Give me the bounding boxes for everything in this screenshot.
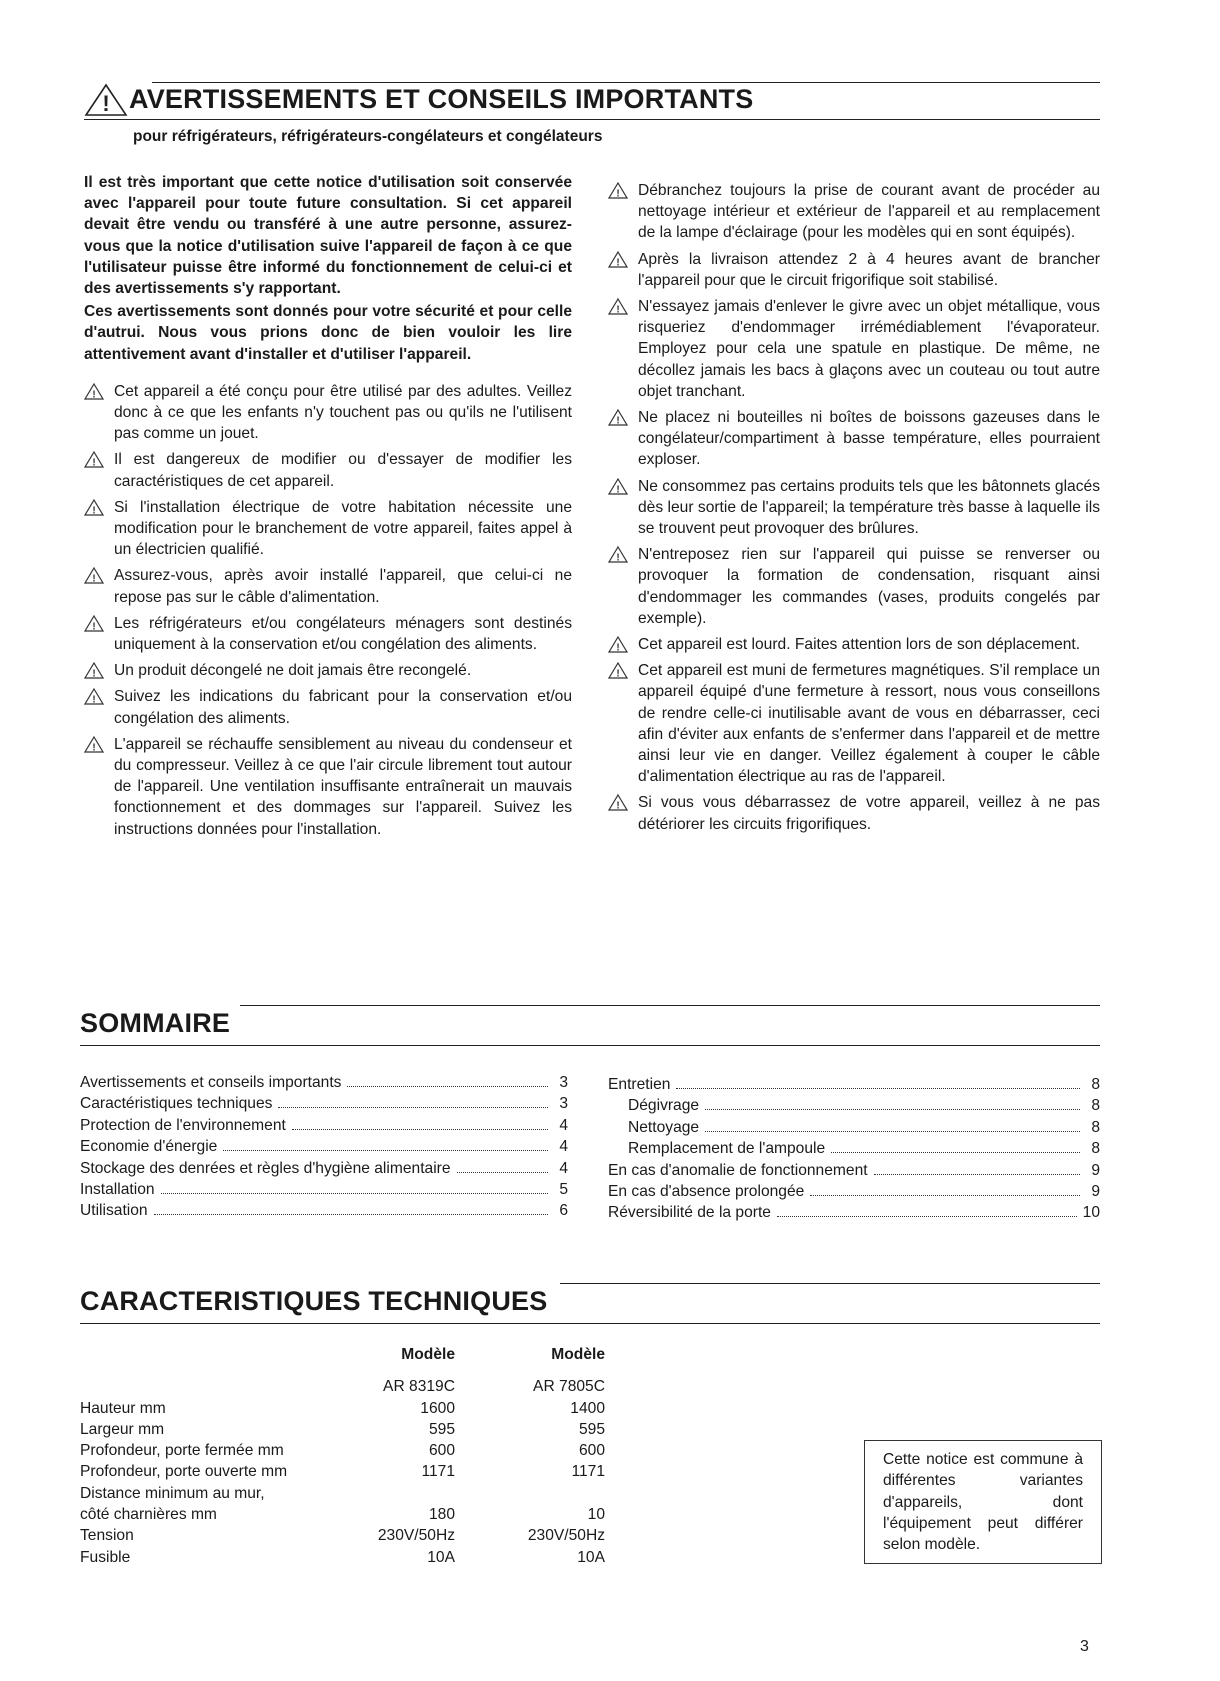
toc-entry [608, 1074, 1100, 1095]
toc-leader-dots [874, 1174, 1080, 1175]
toc-entry [80, 1093, 568, 1114]
toc-leader-dots [154, 1214, 548, 1215]
warning-text: Les réfrigérateurs et/ou congélateurs ménagers sont destinés uniquement à la conservation et/ou congélation des aliments. [114, 614, 572, 654]
toc-entry-label: Protection de l'environnement [80, 1116, 286, 1134]
specs-cell: 595 [578, 1420, 605, 1438]
toc-entry-label: Caractéristiques techniques [80, 1095, 273, 1113]
specs-row [80, 1504, 605, 1525]
specs-cell: Tension [80, 1527, 134, 1545]
specs-cell: 1600 [420, 1399, 455, 1417]
toc-leader-dots [831, 1152, 1080, 1153]
specs-cell: Modèle [551, 1346, 605, 1363]
sommaire-top-rule [240, 1005, 1100, 1006]
specs-cell: côté charnières mm [80, 1506, 217, 1524]
specs-cell: 10A [427, 1548, 455, 1566]
warning-triangle-icon [84, 383, 104, 400]
toc-entry-page: 3 [559, 1074, 568, 1091]
warning-item [608, 634, 1100, 655]
warning-triangle-icon [84, 662, 104, 679]
toc-entry-label: Stockage des denrées et règles d'hygiène alimentaire [80, 1159, 451, 1177]
page-number: 3 [1080, 1638, 1089, 1655]
warning-text: Débranchez toujours la prise de courant avant de procéder au nettoyage intérieur et extérieur de l'appareil et au remplacement de la lampe d'éclairage (pour les modèles qui en sont équipés). [638, 182, 1100, 242]
warning-triangle-icon [84, 736, 104, 753]
svg-text:!: ! [92, 389, 96, 400]
specs-cell: 180 [428, 1506, 455, 1524]
svg-text:!: ! [102, 91, 110, 116]
toc-entry [80, 1179, 568, 1200]
toc-entry-page: 8 [1091, 1076, 1100, 1093]
specs-row [80, 1398, 605, 1419]
specs-row [80, 1419, 605, 1440]
warning-triangle-icon [84, 615, 104, 632]
warning-text: Ne placez ni bouteilles ni boîtes de boissons gazeuses dans le congélateur/compartiment à basse température, elles pourraient exploser. [638, 409, 1100, 469]
svg-text:!: ! [616, 552, 620, 564]
warning-item [608, 296, 1100, 402]
svg-text:!: ! [616, 642, 620, 654]
toc-entry-label: Avertissements et conseils importants [80, 1074, 342, 1091]
specs-cell: 10 [587, 1506, 605, 1524]
warning-triangle-icon [608, 182, 628, 199]
specs-cell: 230V/50Hz [527, 1527, 605, 1545]
warning-triangle-icon [84, 688, 104, 705]
toc-leader-dots [347, 1086, 548, 1087]
warning-triangle-icon [84, 567, 104, 584]
left-column [84, 172, 572, 845]
warning-triangle-icon [84, 451, 104, 468]
svg-text:!: ! [616, 188, 620, 199]
toc-entry-label: Economie d'énergie [80, 1138, 218, 1156]
specs-cell: Modèle [401, 1346, 455, 1363]
sommaire-title: SOMMAIRE [80, 1008, 231, 1038]
warning-text: Si l'installation électrique de votre habitation nécessite une modification pour le branchement de votre appareil, faites appel à un électricien qualifié. [114, 498, 572, 559]
toc-leader-dots [810, 1195, 1080, 1196]
svg-text:!: ! [92, 457, 96, 469]
toc-entry-label: Installation [80, 1181, 155, 1199]
specs-top-rule [560, 1283, 1100, 1284]
intro-paragraph-1: Il est très important que cette notice d'utilisation soit conservée avec l'appareil pour toute future consultation. Si cet appareil devait être vendu ou transféré à une autre personne, assurez-vous que la notice d'utilisation suive l'appareil de façon à ce que l'utilisateur puisse être informé du fonctionnement de celui-ci et des avertissements s'y rapportant. [84, 174, 572, 298]
note-box [864, 1440, 1102, 1564]
sommaire-list-right [608, 1074, 1100, 1224]
toc-leader-dots [705, 1109, 1080, 1110]
toc-leader-dots [705, 1131, 1080, 1132]
warning-item [608, 476, 1100, 540]
toc-entry [608, 1117, 1100, 1138]
right-column [608, 180, 1100, 840]
svg-text:!: ! [92, 668, 96, 680]
specs-bottom-rule [80, 1323, 1100, 1324]
warning-triangle-icon [608, 251, 628, 268]
note-text: Cette notice est commune à différentes variantes d'appareils, dont l'équipement peut différer selon modèle. [883, 1451, 1083, 1554]
toc-entry-label: Réversibilité de la porte [608, 1204, 771, 1222]
specs-cell [80, 1376, 335, 1397]
toc-entry-page: 10 [1082, 1204, 1100, 1222]
warning-text: L'appareil se réchauffe sensiblement au niveau du condenseur et du compresseur. Veillez à ce que l'air circule librement tout autour de l'appareil. Une ventilation insuffisante entraînerait un mauvais fonctionnement et des dommages sur l'appareil. Suivez les instructions données pour l'installation. [114, 735, 572, 838]
warning-text: Après la livraison attendez 2 à 4 heures avant de brancher l'appareil pour que le circuit frigorifique soit stabilisé. [638, 250, 1100, 289]
warning-text: Cet appareil est muni de fermetures magnétiques. S'il remplace un appareil équipé d'une fermeture à ressort, nous vous conseillons de rendre celle-ci inutilisable avant de vous en débarrasser, ceci afin d'éviter aux enfants de s'enfermer dans l'appareil et de mettre ainsi leur vie en danger. Veillez également à couper le câble d'alimentation électrique au ras de l'appareil. [638, 662, 1100, 786]
specs-title: CARACTERISTIQUES TECHNIQUES [80, 1286, 548, 1316]
toc-entry-page: 6 [559, 1202, 568, 1220]
specs-cell: AR 8319C [383, 1378, 455, 1396]
specs-cell: AR 7805C [533, 1378, 605, 1396]
warning-text: Cet appareil est lourd. Faites attention lors de son déplacement. [638, 636, 1081, 654]
toc-entry-label: Nettoyage [628, 1118, 700, 1136]
toc-leader-dots [777, 1216, 1077, 1217]
warning-item [84, 497, 572, 561]
toc-entry [608, 1181, 1100, 1202]
specs-row [80, 1376, 605, 1397]
warning-triangle-icon [608, 409, 628, 426]
specs-cell: 595 [428, 1420, 455, 1438]
warning-triangle-icon [84, 499, 104, 516]
warning-text: Assurez-vous, après avoir installé l'appareil, que celui-ci ne repose pas sur le câble d'alimentation. [114, 567, 572, 606]
toc-entry-page: 9 [1091, 1183, 1100, 1201]
svg-text:!: ! [92, 694, 96, 706]
warning-text: Suivez les indications du fabricant pour la conservation et/ou congélation des aliments. [114, 688, 572, 727]
svg-text:!: ! [92, 621, 96, 632]
specs-cell: Distance minimum au mur, [80, 1484, 265, 1502]
header-top-rule [152, 82, 1100, 83]
toc-leader-dots [292, 1129, 548, 1130]
toc-entry [80, 1158, 568, 1179]
warning-text: Ne consommez pas certains produits tels que les bâtonnets glacés dès leur sortie de l'appareil; la température très basse à laquelle ils se trouvent peut provoquer des brûlures. [638, 477, 1100, 538]
warning-item [84, 449, 572, 491]
svg-text:!: ! [616, 668, 620, 680]
toc-leader-dots [223, 1150, 548, 1151]
toc-entry-label: Utilisation [80, 1202, 148, 1220]
specs-cell [455, 1483, 605, 1504]
specs-cell: Profondeur, porte fermée mm [80, 1442, 284, 1460]
warning-item [84, 565, 572, 607]
warning-item [608, 660, 1100, 787]
toc-entry-page: 5 [559, 1181, 568, 1199]
specs-cell: 600 [578, 1442, 605, 1460]
warning-triangle-icon [84, 83, 128, 117]
specs-cell: 1171 [421, 1463, 455, 1481]
toc-leader-dots [161, 1193, 548, 1194]
toc-entry [80, 1115, 568, 1136]
specs-header-row [80, 1344, 605, 1365]
specs-cell: 1400 [570, 1399, 605, 1417]
toc-entry-label: Entretien [608, 1076, 671, 1093]
toc-entry-page: 9 [1091, 1161, 1100, 1179]
toc-entry-label: Dégivrage [628, 1097, 700, 1115]
warning-text: Si vous vous débarrassez de votre appareil, veillez à ne pas détériorer les circuits frigorifiques. [638, 794, 1100, 833]
specs-cell: 230V/50Hz [377, 1527, 455, 1545]
warning-item [608, 544, 1100, 629]
svg-text:!: ! [616, 484, 620, 495]
sommaire-bottom-rule [80, 1045, 1100, 1046]
warning-list-left [84, 381, 572, 840]
warning-triangle-icon [608, 636, 628, 653]
toc-entry-label: En cas d'absence prolongée [608, 1183, 805, 1201]
toc-entry-label: En cas d'anomalie de fonctionnement [608, 1161, 868, 1179]
toc-entry [80, 1136, 568, 1157]
warning-triangle-icon [608, 546, 628, 563]
svg-text:!: ! [616, 800, 620, 812]
specs-row [80, 1440, 605, 1461]
specs-cell: 1171 [571, 1463, 605, 1481]
header-bottom-rule [84, 119, 1100, 120]
warning-item [84, 613, 572, 655]
svg-text:!: ! [616, 304, 620, 316]
warning-triangle-icon [608, 662, 628, 679]
specs-table [80, 1344, 605, 1568]
svg-text:!: ! [92, 742, 96, 753]
warning-item [84, 686, 572, 728]
warning-item [84, 734, 572, 840]
toc-leader-dots [676, 1088, 1080, 1089]
warning-text: N'entreposez rien sur l'appareil qui puisse se renverser ou provoquer la formation de condensation, risquant ainsi d'endommager les commandes (vases, produits congelés par exemple). [638, 546, 1100, 627]
toc-entry [608, 1202, 1100, 1223]
specs-cell: Fusible [80, 1548, 131, 1566]
specs-row [80, 1525, 605, 1546]
sommaire-list-left [80, 1072, 568, 1222]
warning-item [608, 249, 1100, 291]
svg-text:!: ! [616, 415, 620, 427]
specs-cell: Largeur mm [80, 1420, 165, 1438]
warning-text: Il est dangereux de modifier ou d'essayer de modifier les caractéristiques de cet appareil. [114, 451, 572, 490]
toc-entry-page: 4 [559, 1116, 568, 1134]
warning-triangle-icon [608, 298, 628, 315]
warning-list-right [608, 180, 1100, 835]
specs-row [80, 1547, 605, 1568]
warning-item [84, 660, 572, 681]
warning-triangle-icon [608, 478, 628, 495]
toc-leader-dots [278, 1107, 548, 1108]
svg-text:!: ! [616, 257, 620, 268]
specs-row [80, 1461, 605, 1482]
toc-entry [80, 1072, 568, 1093]
toc-entry-label: Remplacement de l'ampoule [628, 1140, 826, 1158]
specs-cell [335, 1483, 455, 1504]
warning-item [608, 407, 1100, 471]
toc-entry [608, 1095, 1100, 1116]
specs-cell: Profondeur, porte ouverte mm [80, 1463, 288, 1481]
specs-cell: 600 [428, 1442, 455, 1460]
page-subtitle: pour réfrigérateurs, réfrigérateurs-congélateurs et congélateurs [133, 128, 603, 145]
toc-entry-page: 8 [1091, 1118, 1100, 1136]
page-title: AVERTISSEMENTS ET CONSEILS IMPORTANTS [129, 84, 754, 114]
specs-cell: 10A [577, 1548, 605, 1566]
warning-item [608, 792, 1100, 834]
intro-paragraph-2: Ces avertissements sont donnés pour votre sécurité et pour celle d'autrui. Nous vous prions donc de bien vouloir les lire attentivement avant d'installer et d'utiliser l'appareil. [84, 303, 572, 363]
warning-text: N'essayez jamais d'enlever le givre avec un objet métallique, vous risqueriez d'endommager irrémédiablement l'évaporateur. Employez pour cela une spatule en plastique. De même, ne décollez jamais les bacs à glaçons avec un couteau ou tout autre objet tranchant. [638, 298, 1100, 400]
warning-item [608, 180, 1100, 244]
warning-item [84, 381, 572, 445]
warning-text: Cet appareil a été conçu pour être utilisé par des adultes. Veillez donc à ce que les enfants n'y touchent pas ou qu'ils ne l'utilisent pas comme un jouet. [114, 382, 572, 443]
toc-entry [80, 1200, 568, 1221]
warning-triangle-icon [608, 794, 628, 811]
svg-text:!: ! [92, 505, 96, 516]
toc-entry-page: 3 [559, 1095, 568, 1113]
toc-entry [608, 1160, 1100, 1181]
svg-text:!: ! [92, 573, 96, 585]
specs-cell: Hauteur mm [80, 1399, 166, 1417]
warning-text: Un produit décongelé ne doit jamais être recongelé. [114, 662, 472, 680]
specs-cell [80, 1344, 335, 1365]
toc-entry-page: 4 [559, 1138, 568, 1156]
toc-leader-dots [457, 1172, 548, 1173]
toc-entry [608, 1138, 1100, 1159]
toc-entry-page: 8 [1091, 1097, 1100, 1115]
toc-entry-page: 8 [1091, 1140, 1100, 1158]
specs-row [80, 1483, 605, 1504]
toc-entry-page: 4 [559, 1159, 568, 1177]
